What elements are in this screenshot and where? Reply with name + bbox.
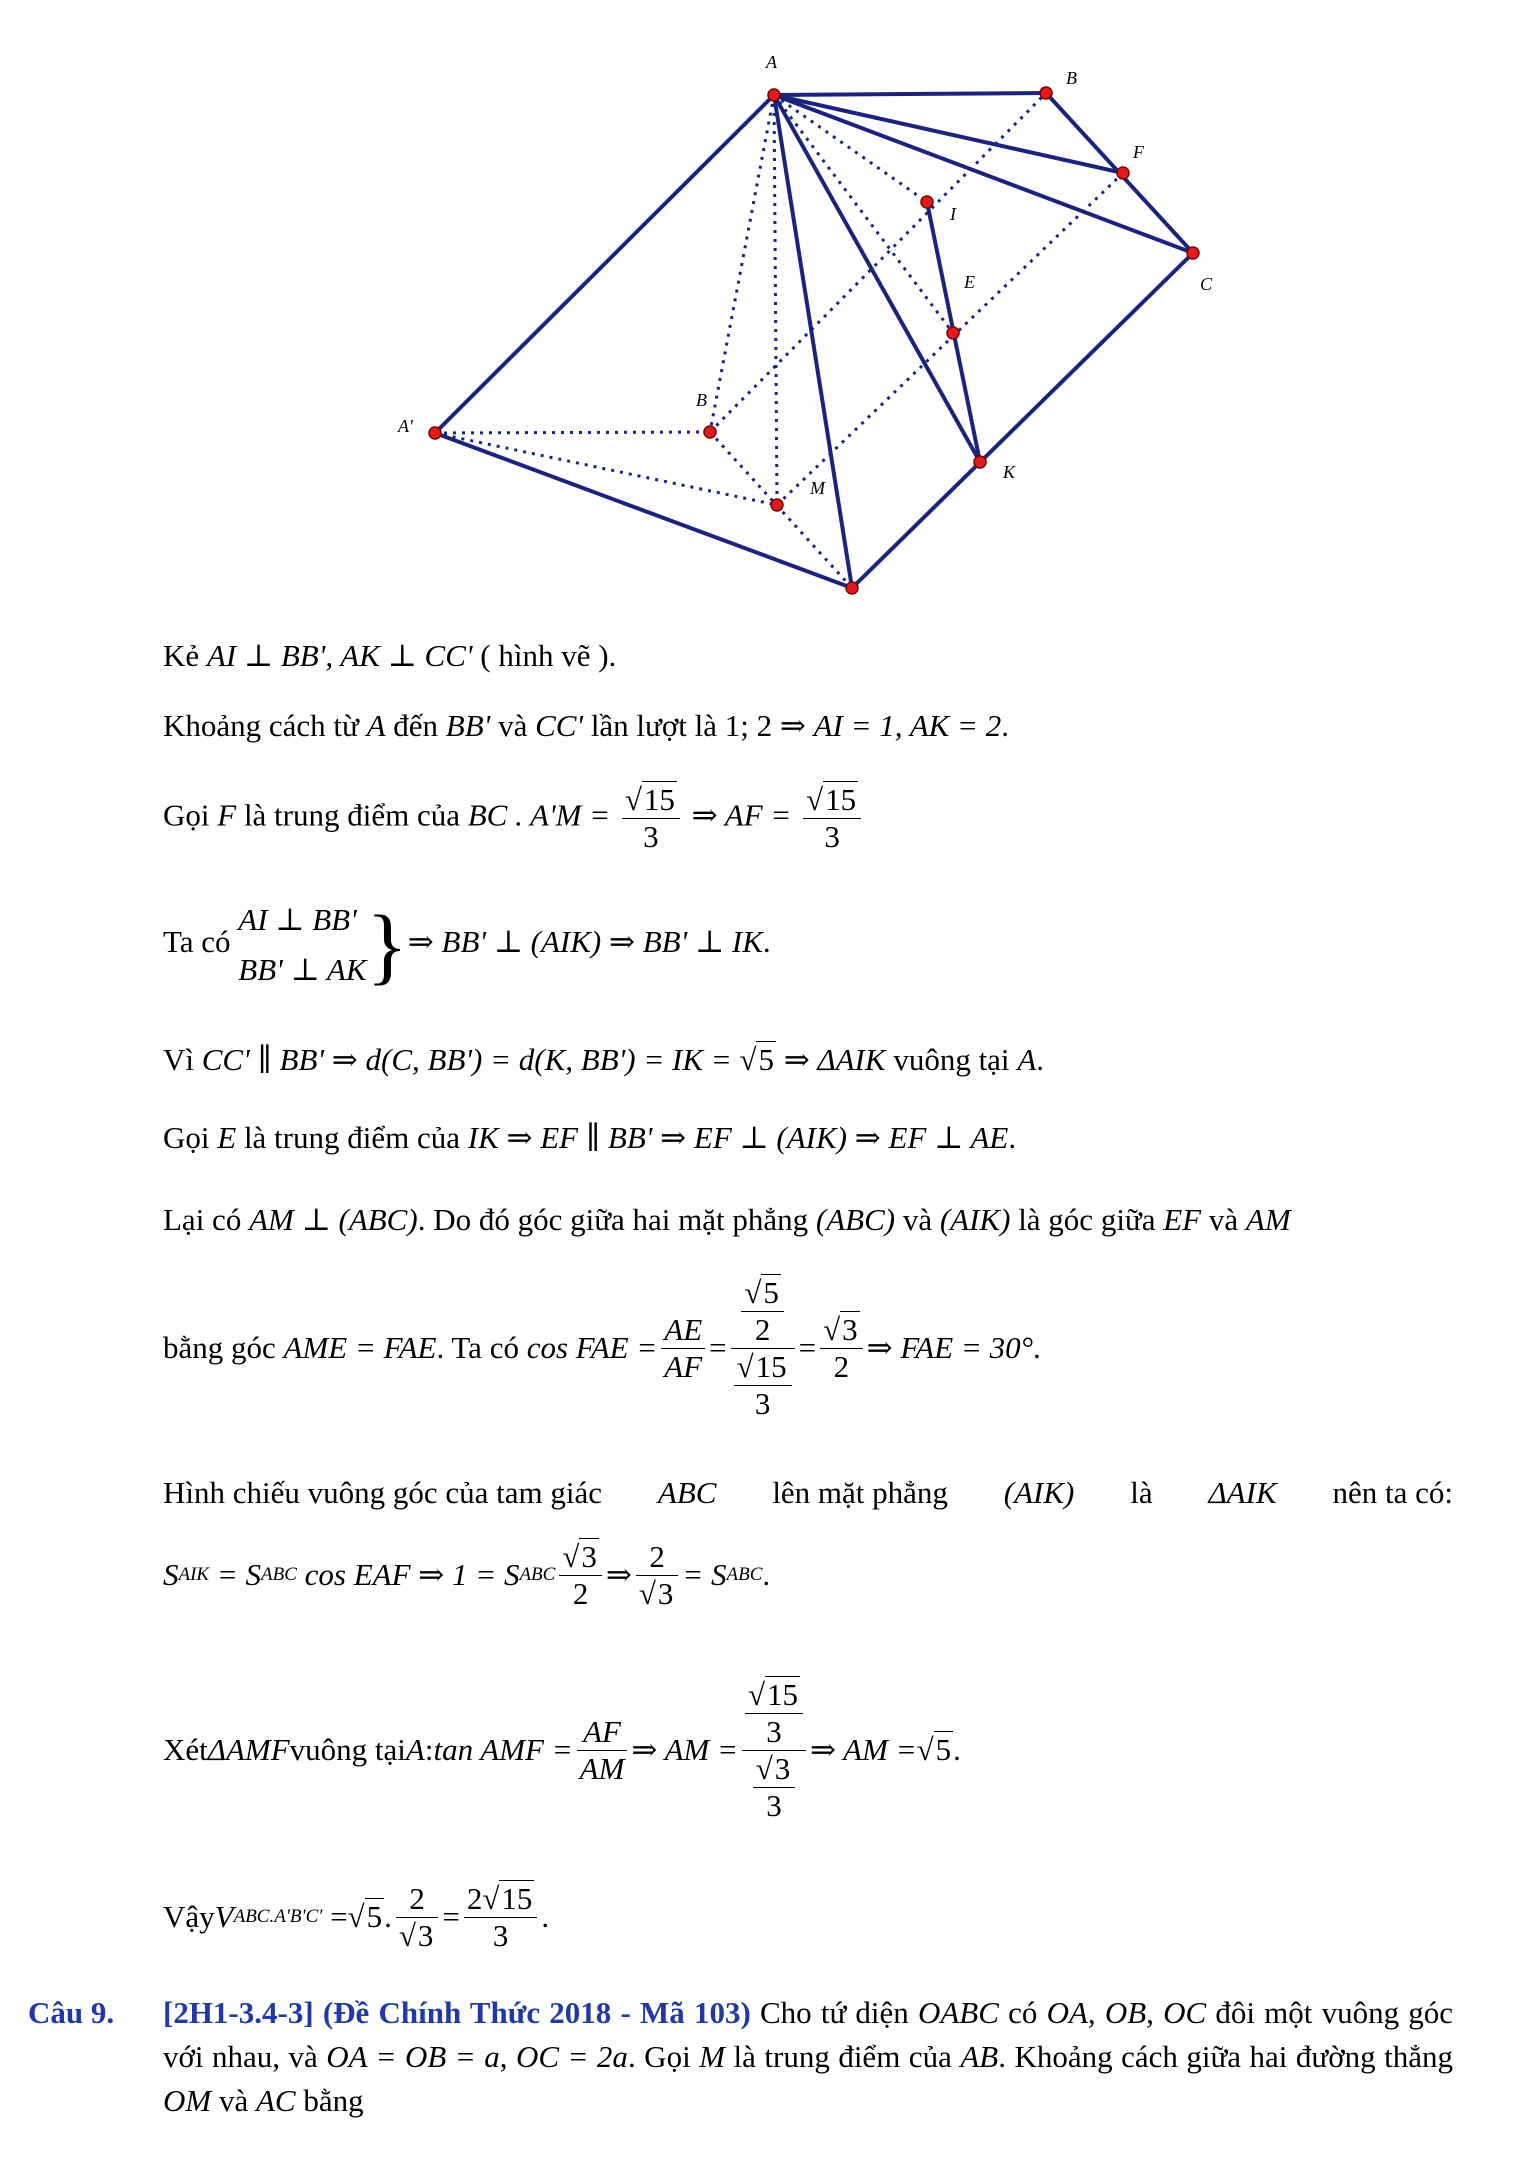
label-F: F [1133,142,1144,162]
fraction-2-sqrt3: $\frac{2}{√3}$ [636,1539,679,1612]
prism-figure [0,0,1525,600]
dotted-AM [774,95,777,505]
point-F [1117,167,1129,179]
point-I [921,196,933,208]
solid-edges [435,93,1193,588]
fraction-volume-result: $\frac{2√15}{3}$ [464,1881,538,1954]
solution-line-9: Hình chiếu vuông góc của tam giác ABC lên mặt phẳng (AIK) là ΔAIK nên ta có: [163,1475,1453,1510]
point-labels [397,52,1213,498]
edge-A1-bottom [435,433,852,588]
solution-line-6: Gọi E là trung điểm của IK ⇒ EF ∥ BB' ⇒ EF ⊥ (AIK) ⇒ EF ⊥ AE. [163,1120,1017,1155]
question-label: Câu 9. [28,1995,115,2030]
fraction-sqrt3-over-2: $\frac{√3}{2}$ [820,1312,863,1385]
label-E: E [964,272,975,292]
solution-line-3: Gọi F là trung điểm của BC . A'M = $\frac{√15}{3}$ ⇒ AF = $\frac{√15}{3}$ [163,782,865,855]
edge-AC [774,95,1193,253]
solution-line-11: Xét ΔAMF vuông tại A : tan AMF = $\frac{AF}{AM}$ ⇒ AM = $\frac{\frac{√15}{3}}{\frac{√3}{3}}$ ⇒ AM = √5 . [163,1676,961,1823]
fraction-AF-AM: $\frac{AF}{AM}$ [577,1714,628,1787]
fraction-sqrt3-2: $\frac{√3}{2}$ [559,1539,602,1612]
solution-line-7: Lại có AM ⊥ (ABC). Do đó góc giữa hai mặt phẳng (ABC) và (AIK) là góc giữa EF và AM [163,1202,1291,1237]
label-A: A [766,52,777,72]
point-C [1187,247,1199,259]
point-A [768,89,780,101]
point-B1 [704,426,716,438]
complex-fraction-AM: $\frac{\frac{√15}{3}}{\frac{√3}{3}}$ [742,1677,806,1824]
label-B: B [1066,68,1077,88]
fraction-2-sqrt3-vol: $\frac{2}{√3}$ [396,1881,439,1954]
fraction-AF: $\frac{√15}{3}$ [803,782,861,855]
edge-AB [774,93,1046,95]
edge-AA-bottom [774,95,852,588]
label-A1: A' [398,416,413,436]
dotted-B1B [710,93,1046,432]
label-M: M [810,478,825,498]
label-C: C [1200,274,1213,294]
dotted-A1B1 [435,432,710,433]
label-I: I [950,204,956,224]
label-B1: B [696,390,707,410]
solution-line-8: bằng góc AME = FAE . Ta có cos FAE = $\frac{AE}{AF}$ = $\frac{\frac{√5}{2}}{\frac{√15}{3}}$ = $\frac{√3}{2}$ ⇒ FAE = 30° . [163,1274,1041,1421]
dotted-edges [435,93,1123,588]
dotted-AB1 [710,95,774,432]
system-of-conditions: AI ⊥ BB' BB' ⊥ AK [238,902,367,987]
edge-bottom-C [852,253,1193,588]
solution-line-12: Vậy V ABC.A'B'C' = √5 . $\frac{2}{√3}$ = $\frac{2√15}{3}$ . [163,1880,550,1953]
fraction-sqrt15-over-3: $\frac{√15}{3}$ [622,782,680,855]
edge-AA1 [435,95,774,433]
solution-line-5: Vì CC' ∥ BB' ⇒ d(C, BB') = d(K, BB') = IK = √5 ⇒ ΔAIK vuông tại A. [163,1042,1044,1077]
point-bottom [846,582,858,594]
point-A1 [429,427,441,439]
solution-line-1: Kẻ AI ⊥ BB', AK ⊥ CC' ( hình vẽ ). [163,638,617,673]
solution-line-2: Khoảng cách từ A đến BB' và CC' lần lượt là 1; 2 ⇒ AI = 1, AK = 2. [163,708,1009,743]
dotted-A1M [435,433,777,505]
solution-line-10: S AIK = S ABC cos EAF ⇒ 1 = S ABC $\frac{√3}{2}$ ⇒ $\frac{2}{√3}$ = S ABC . [163,1538,771,1611]
point-M [771,499,783,511]
label-K: K [1003,462,1016,482]
point-E [947,327,959,339]
complex-fraction-cos: $\frac{\frac{√5}{2}}{\frac{√15}{3}}$ [731,1275,795,1422]
question-text: [2H1-3.4-3] (Đề Chính Thức 2018 - Mã 103) Cho tứ diện OABC có OA, OB, OC đôi một vuông góc với nhau, và OA = OB = a, OC = 2a. Gọi M là trung điểm của AB. Khoảng cách giữa hai đường thẳng OM và AC bằng [163,1995,1454,2118]
point-K [974,456,986,468]
fraction-AE-AF: $\frac{AE}{AF}$ [661,1312,705,1385]
solution-line-4: Ta có AI ⊥ BB' BB' ⊥ AK }⇒ BB' ⊥ (AIK) ⇒ BB' ⊥ IK. [163,897,771,993]
point-B [1040,87,1052,99]
